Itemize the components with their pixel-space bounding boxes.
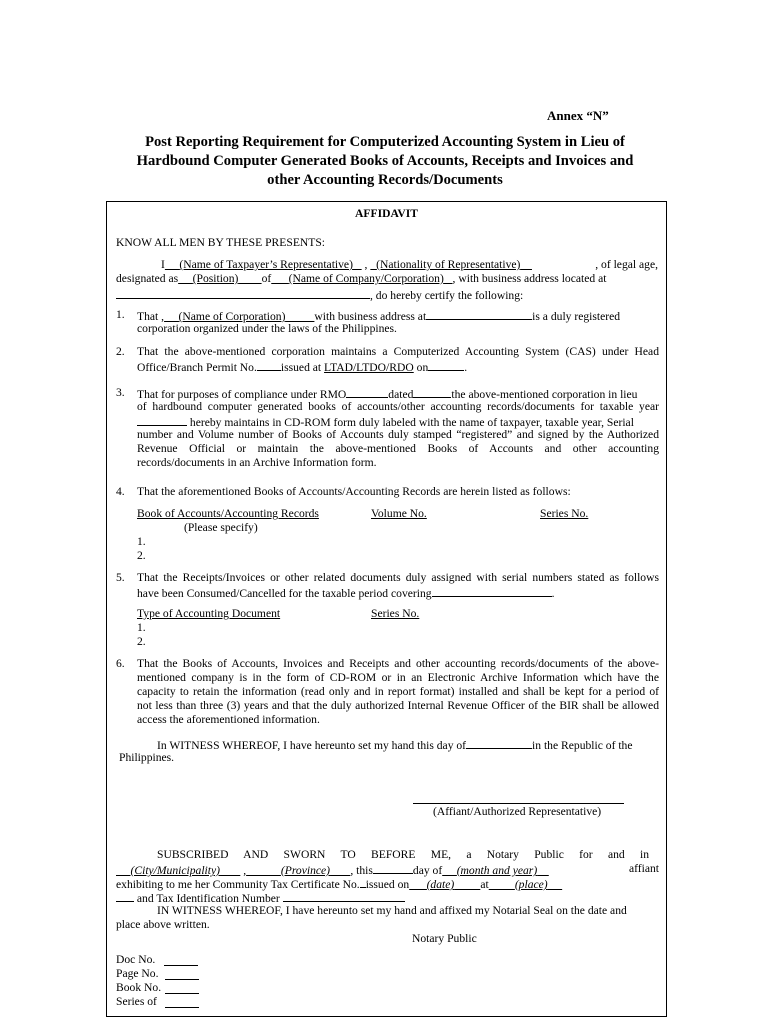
page-no-blank[interactable] xyxy=(165,968,199,980)
rmo-blank[interactable] xyxy=(346,386,388,398)
notarial-line-1: IN WITNESS WHEREOF, I have hereunto set my hand and affixed my Notarial Seal on the date and xyxy=(157,904,627,917)
place-blank[interactable]: (place) xyxy=(514,878,548,891)
intro-line-2: designated as (Position) of (Name of Company/Corporation) , with business address located at xyxy=(116,272,607,285)
date-blank[interactable]: (date) xyxy=(426,878,455,891)
city-blank[interactable]: (City/Municipality) xyxy=(130,864,221,877)
name-of-representative-blank[interactable]: (Name of Taxpayer’s Representative) xyxy=(179,258,353,271)
tin-blank[interactable] xyxy=(283,890,405,902)
item-3-line-2: of hardbound computer generated books of accounts/other accounting records/documents for taxable year xyxy=(137,400,659,413)
item-3-number: 3. xyxy=(116,386,125,399)
doc-no-blank[interactable] xyxy=(164,954,198,966)
item-3-line-5: Revenue Official or maintain the above-mentioned Books of Accounts and other accounting xyxy=(137,442,659,455)
affiant-label: (Affiant/Authorized Representative) xyxy=(433,805,602,818)
subscribed-line-3: exhibiting to me her Community Tax Certificate No. issued on (date) at (place) xyxy=(116,876,562,892)
item-5-line-2: have been Consumed/Cancelled for the taxable period covering . xyxy=(137,587,555,600)
doc-no: Doc No. xyxy=(116,953,156,966)
item-6-line-1: That the Books of Accounts, Invoices and Receipts and other accounting records/documents of the above- xyxy=(137,657,659,670)
business-address-blank[interactable] xyxy=(116,287,370,299)
item-6-line-2: mentioned company is in the form of CD-ROM or in an Electronic Archive Information which have the xyxy=(137,671,659,684)
item-6-line-3: capacity to retain the information (read only and in report format) installed and shall be kept for a period of xyxy=(137,685,659,698)
ltad-ltdo-rdo: LTAD/LTDO/RDO xyxy=(324,361,414,374)
corp-address-blank[interactable] xyxy=(426,308,532,320)
permit-no-blank[interactable] xyxy=(257,359,281,371)
taxable-period-blank[interactable] xyxy=(432,585,552,597)
item-6-number: 6. xyxy=(116,657,125,670)
item-5-number: 5. xyxy=(116,571,125,584)
col-series-no: Series No. xyxy=(540,507,589,520)
province-blank[interactable]: (Province) xyxy=(280,864,331,877)
document-title xyxy=(110,133,660,190)
title-line-2: Hardbound Computer Generated Books of Accounts, Receipts and Invoices and xyxy=(136,153,634,169)
page-no: Page No. xyxy=(116,967,159,980)
month-year-blank[interactable]: (month and year) xyxy=(456,864,538,877)
intro-line-1: I (Name of Taxpayer’s Representative) , (Nationality of Representative) , of legal age, xyxy=(161,258,658,271)
taxable-year-blank[interactable] xyxy=(137,414,187,426)
item-5-line-1: That the Receipts/Invoices or other related documents duly assigned with serial numbers stated as follows xyxy=(137,571,659,584)
notarial-line-2: place above written. xyxy=(116,918,210,931)
annex-label: Annex “N” xyxy=(547,108,609,123)
documents-row-2: 2. xyxy=(137,635,146,648)
nationality-blank[interactable]: (Nationality of Representative) xyxy=(376,258,521,271)
item-2-line-1: That the above-mentioned corporation maintains a Computerized Accounting System (CAS) under Head xyxy=(137,345,659,358)
item-3-line-3: hereby maintains in CD-ROM form duly labeled with the name of taxpayer, taxable year, Serial xyxy=(137,414,659,430)
witness-day-blank[interactable] xyxy=(466,737,532,749)
subscribed-line-4: and Tax Identification Number xyxy=(116,890,405,906)
sworn-day-blank[interactable] xyxy=(373,862,413,874)
item-6-line-5: access the aforementioned information. xyxy=(137,713,320,726)
affidavit-heading: AFFIDAVIT xyxy=(355,207,418,220)
affiant-signature-line[interactable] xyxy=(413,803,624,804)
item-1-line-2: corporation organized under the laws of the Philippines. xyxy=(137,322,397,335)
item-1-line-1: That , (Name of Corporation) with business address at is a duly registered xyxy=(137,310,621,323)
books-row-2: 2. xyxy=(137,549,146,562)
books-row-1: 1. xyxy=(137,535,146,548)
col-series-no-5: Series No. xyxy=(371,607,420,620)
col-type-of-document: Type of Accounting Document xyxy=(137,607,281,620)
permit-date-blank[interactable] xyxy=(428,359,464,371)
item-4-line-1: That the aforementioned Books of Accounts/Accounting Records are herein listed as follows: xyxy=(137,485,571,498)
book-no: Book No. xyxy=(116,981,162,994)
title-line-3: other Accounting Records/Documents xyxy=(267,172,503,188)
subscribed-line-1: SUBSCRIBED AND SWORN TO BEFORE ME, a Notary Public for and in xyxy=(157,848,649,861)
item-4-number: 4. xyxy=(116,485,125,498)
series-of: Series of xyxy=(116,995,157,1008)
corporation-name-blank[interactable]: (Name of Corporation) xyxy=(178,310,286,323)
subscribed-line-2: (City/Municipality) , (Province) , this day of (month and year) affiant xyxy=(116,862,659,878)
title-line-1: Post Reporting Requirement for Computerized Accounting System in Lieu of xyxy=(145,134,625,150)
affidavit-box xyxy=(106,201,667,1017)
please-specify: (Please specify) xyxy=(184,521,258,534)
witness-line-2: Philippines. xyxy=(119,751,175,764)
item-1-number: 1. xyxy=(116,308,125,321)
col-volume-no: Volume No. xyxy=(371,507,427,520)
item-6-line-4: not less than three (3) years and that the duly authorized Internal Revenue Officer of the BIR shall be allowed xyxy=(137,699,659,712)
item-2-number: 2. xyxy=(116,345,125,358)
book-no-blank[interactable] xyxy=(165,982,199,994)
item-3-line-1: That for purposes of compliance under RMO dated the above-mentioned corporation in lieu xyxy=(137,388,638,401)
rmo-date-blank[interactable] xyxy=(413,386,451,398)
notary-public-label: Notary Public xyxy=(412,932,477,945)
intro-line-3: , do hereby certify the following: xyxy=(116,287,523,303)
col-books-of-accounts: Book of Accounts/Accounting Records xyxy=(137,507,319,520)
item-3-line-4: number and Volume number of Books of Accounts duly stamped “registered” and signed by the Authorized xyxy=(137,428,659,441)
item-2-line-2: Office/Branch Permit No. issued at LTAD/LTDO/RDO on . xyxy=(137,361,468,374)
company-blank[interactable]: (Name of Company/Corporation) xyxy=(288,272,444,285)
know-all-men: KNOW ALL MEN BY THESE PRESENTS: xyxy=(116,236,326,249)
series-of-blank[interactable] xyxy=(165,996,199,1008)
witness-line-1: In WITNESS WHEREOF, I have hereunto set my hand this day of in the Republic of the xyxy=(157,739,633,752)
position-blank[interactable]: (Position) xyxy=(192,272,239,285)
documents-row-1: 1. xyxy=(137,621,146,634)
item-3-line-6: records/documents in an Archive Information form. xyxy=(137,456,377,469)
tin-prefix-blank[interactable] xyxy=(116,890,134,902)
